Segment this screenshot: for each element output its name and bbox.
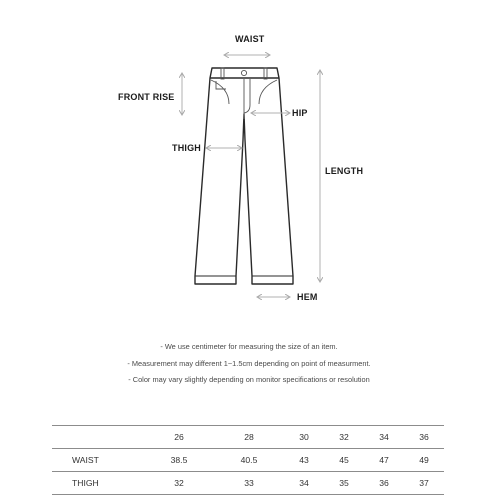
table-cell: 47: [364, 449, 404, 472]
table-cell: 45: [324, 449, 364, 472]
corner-cell: [52, 426, 144, 449]
size-header-cell: 32: [324, 426, 364, 449]
waist-label: WAIST: [235, 34, 265, 44]
table-cell: 37: [404, 472, 444, 495]
size-header-cell: 28: [214, 426, 284, 449]
table-row: [52, 449, 444, 472]
hip-label: HIP: [292, 108, 308, 118]
table-cell: 43: [284, 449, 324, 472]
size-header-cell: 36: [404, 426, 444, 449]
row-label: WAIST: [52, 449, 144, 472]
table-cell: 40.5: [214, 449, 284, 472]
table-cell: 38.5: [144, 449, 214, 472]
table-cell: 34: [284, 472, 324, 495]
size-header-cell: 30: [284, 426, 324, 449]
row-label: THIGH: [52, 472, 144, 495]
thigh-label: THIGH: [172, 143, 201, 153]
size-table: [52, 425, 444, 495]
note-measurement: - Measurement may different 1~1.5cm depending on point of measurment.: [127, 359, 371, 368]
table-cell: 49: [404, 449, 444, 472]
note-color: - Color may vary slightly depending on monitor specifications or resolution: [128, 375, 370, 384]
table-cell: 33: [214, 472, 284, 495]
length-label: LENGTH: [325, 166, 364, 176]
table-cell: 36: [364, 472, 404, 495]
table-cell: 35: [324, 472, 364, 495]
size-header-cell: 34: [364, 426, 404, 449]
table-row: [52, 472, 444, 495]
table-cell: 32: [144, 472, 214, 495]
hem-label: HEM: [297, 292, 318, 302]
button-icon: [241, 70, 246, 75]
front-rise-label: FRONT RISE: [118, 92, 175, 102]
size-header-row: [52, 426, 444, 449]
size-header-cell: 26: [144, 426, 214, 449]
note-unit: - We use centimeter for measuring the size of an item.: [160, 342, 338, 351]
